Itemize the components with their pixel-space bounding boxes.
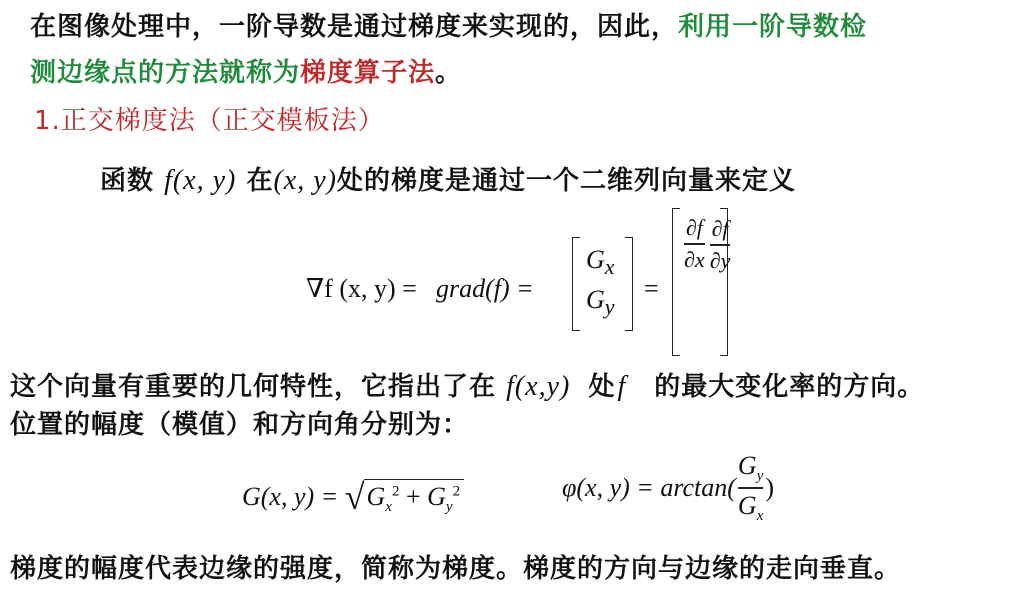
gradient-definition — [100, 160, 796, 197]
intro-text: 在图像处理中，一阶导数是通过梯度来实现的，因此， — [30, 12, 679, 42]
conclusion-text: 梯度的幅度代表边缘的强度，简称为梯度。梯度的方向与边缘的走向垂直。 — [10, 554, 902, 584]
magnitude-equation — [242, 472, 464, 516]
intro-highlight-red: 梯度算子法 — [300, 58, 436, 88]
eq3-lhs: φ(x, y) = arctan( — [562, 472, 736, 502]
eq1-bracket-left — [572, 237, 580, 331]
gradient-def-suffix: 处的梯度是通过一个二维列向量来定义 — [336, 166, 796, 196]
gradient-def-prefix: 函数 — [100, 166, 155, 196]
df-numerator-2: ∂f — [711, 216, 729, 241]
dy-denominator: ∂y — [709, 247, 731, 273]
intro-line-1 — [30, 6, 867, 43]
property-part3: 的最大变化率的方向。 — [654, 372, 925, 402]
eq1-equals: = — [644, 274, 659, 303]
sqrt-sign: √ — [344, 477, 365, 517]
fraction-numerator: $G_y$ — [737, 451, 764, 485]
intro-period: 。 — [435, 58, 463, 88]
eq1-lhs: ∇f (x, y) = — [306, 274, 417, 303]
direction-equation — [562, 451, 774, 525]
eq1-bracket-left-2 — [672, 208, 680, 356]
section-title: 1.正交梯度法（正交模板法） — [34, 106, 385, 136]
df-dx-fraction — [684, 215, 705, 273]
gradient-def-mid: 在 — [246, 166, 274, 196]
magnitude-intro: 位置的幅度（模值）和方向角分别为： — [10, 410, 470, 440]
eq1-bracket-right — [625, 237, 633, 331]
eq1-partials — [684, 214, 731, 274]
gy-gx-fraction — [738, 451, 763, 525]
property-part1: 这个向量有重要的几何特性，它指出了在 — [10, 372, 497, 402]
property-f: f — [617, 371, 627, 402]
eq1-bracket-right-2 — [720, 208, 728, 356]
df-numerator: ∂f — [685, 215, 703, 240]
property-fxy: f(x,y) — [506, 371, 571, 402]
eq1-grad: grad(f) = — [436, 274, 534, 303]
eq2-lhs: G(x, y) = — [242, 482, 339, 511]
property-part2: 处 — [588, 372, 616, 402]
intro-highlight-green: 利用一阶导数检 — [678, 12, 868, 42]
eq1-gx: $G_x$ — [586, 245, 615, 280]
intro-line-2 — [30, 52, 462, 89]
property-sentence — [10, 366, 924, 403]
sqrt-body: $G_x^2 + G_y^2$ — [364, 479, 464, 511]
intro-highlight-green-2: 测边缘点的方法就称为 — [30, 58, 301, 88]
gradient-def-point: (x, y) — [273, 165, 337, 196]
fraction-denominator: $G_x$ — [737, 490, 764, 524]
gradient-def-func: f(x, y) — [164, 165, 237, 196]
eq3-rparen: ) — [765, 472, 775, 502]
dx-denominator: ∂x — [684, 246, 705, 272]
eq1-gy: $G_y$ — [586, 285, 615, 320]
